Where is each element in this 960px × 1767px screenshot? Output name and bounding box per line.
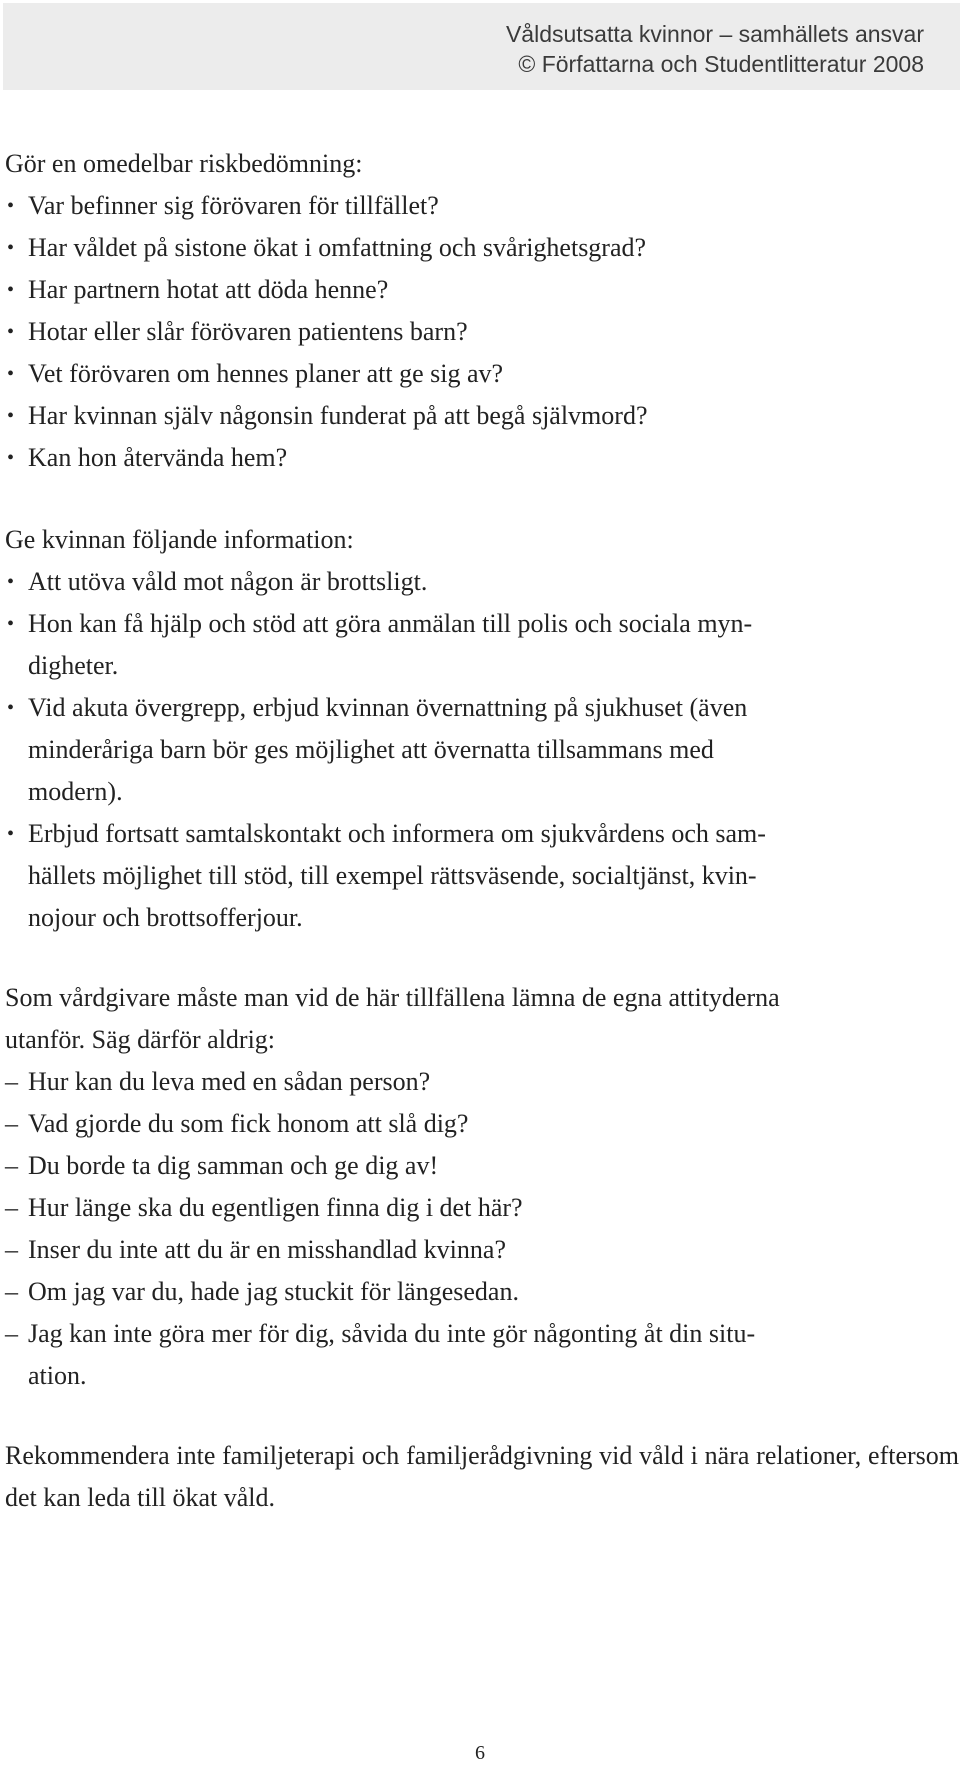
dash-marker: – — [5, 1193, 18, 1222]
bullet-icon: • — [7, 613, 15, 635]
spacer — [5, 479, 959, 519]
bullet-icon: • — [7, 823, 15, 845]
risk-assessment-list — [5, 185, 959, 479]
list-item-line: nojour och brottsofferjour. — [28, 903, 303, 932]
list-item-line: Att utöva våld mot någon är brottsligt. — [28, 567, 428, 596]
list-item — [5, 1061, 959, 1103]
list-item-text: Hotar eller slår förövaren patientens barn? — [28, 317, 468, 346]
list-item-line: Du borde ta dig samman och ge dig av! — [28, 1151, 439, 1180]
list-item — [5, 311, 959, 353]
list-item — [5, 1271, 959, 1313]
never-say-list — [5, 1061, 959, 1397]
spacer — [5, 1397, 959, 1435]
list-item-line: Hon kan få hjälp och stöd att göra anmälan till polis och sociala myn- — [28, 609, 753, 638]
list-item-line: Hur länge ska du egentligen finna dig i det här? — [28, 1193, 523, 1222]
list-item — [5, 269, 959, 311]
dash-marker: – — [5, 1319, 18, 1348]
bullet-icon: • — [7, 279, 15, 301]
list-item — [5, 353, 959, 395]
dash-marker: – — [5, 1109, 18, 1138]
dash-marker: – — [5, 1277, 18, 1306]
list-item — [5, 1229, 959, 1271]
bullet-icon: • — [7, 405, 15, 427]
bullet-icon: • — [7, 447, 15, 469]
page-header — [3, 3, 960, 90]
list-item-line: Om jag var du, hade jag stuckit för längesedan. — [28, 1277, 519, 1306]
list-item — [5, 1187, 959, 1229]
header-title: Våldsutsatta kvinnor – samhällets ansvar — [505, 21, 924, 47]
list-item — [5, 687, 959, 813]
list-item-line: Hur kan du leva med en sådan person? — [28, 1067, 431, 1096]
bullet-icon: • — [7, 321, 15, 343]
list-item-text: Har kvinnan själv någonsin funderat på att begå självmord? — [28, 401, 648, 430]
list-item — [5, 813, 959, 939]
page-number: 6 — [475, 1742, 485, 1764]
information-list — [5, 561, 959, 939]
list-item — [5, 561, 959, 603]
list-item — [5, 395, 959, 437]
bullet-icon: • — [7, 363, 15, 385]
intro-line: utanför. Säg därför aldrig: — [5, 1025, 276, 1054]
list-item — [5, 1103, 959, 1145]
list-item-line: Jag kan inte göra mer för dig, såvida du inte gör någonting åt din situ- — [28, 1319, 756, 1348]
risk-assessment-heading: Gör en omedelbar riskbedömning: — [5, 149, 363, 178]
list-item-text: Har partnern hotat att döda henne? — [28, 275, 389, 304]
list-item — [5, 185, 959, 227]
list-item-line: Erbjud fortsatt samtalskontakt och informera om sjukvårdens och sam- — [28, 819, 766, 848]
list-item-text: Kan hon återvända hem? — [28, 443, 288, 472]
list-item — [5, 227, 959, 269]
list-item-text: Vet förövaren om hennes planer att ge sig av? — [28, 359, 504, 388]
intro-line: Som vårdgivare måste man vid de här tillfällena lämna de egna attityderna — [5, 983, 780, 1012]
caregiver-attitude-intro — [5, 977, 959, 1061]
spacer — [5, 939, 959, 977]
dash-marker: – — [5, 1151, 18, 1180]
list-item-line: Vid akuta övergrepp, erbjud kvinnan övernattning på sjukhuset (även — [28, 693, 748, 722]
bullet-icon: • — [7, 237, 15, 259]
dash-marker: – — [5, 1067, 18, 1096]
bullet-icon: • — [7, 571, 15, 593]
header-copyright: © Författarna och Studentlitteratur 2008 — [518, 51, 924, 77]
list-item-line: Inser du inte att du är en misshandlad kvinna? — [28, 1235, 506, 1264]
list-item — [5, 437, 959, 479]
dash-marker: – — [5, 1235, 18, 1264]
information-heading: Ge kvinnan följande information: — [5, 525, 354, 554]
list-item — [5, 1313, 959, 1397]
list-item-line: modern). — [28, 777, 123, 806]
recommendation-paragraph: Rekommendera inte familjeterapi och familjerådgivning vid våld i nära relationer, eftersom det kan leda till ökat våld. — [5, 1441, 959, 1512]
list-item-line: hällets möjlighet till stöd, till exempel rättsväsende, socialtjänst, kvin- — [28, 861, 757, 890]
list-item-text: Har våldet på sistone ökat i omfattning och svårighetsgrad? — [28, 233, 647, 262]
list-item-text: Var befinner sig förövaren för tillfället? — [28, 191, 439, 220]
list-item-line: digheter. — [28, 651, 119, 680]
bullet-icon: • — [7, 697, 15, 719]
bullet-icon: • — [7, 195, 15, 217]
list-item — [5, 1145, 959, 1187]
list-item — [5, 603, 959, 687]
list-item-line: Vad gjorde du som fick honom att slå dig? — [28, 1109, 469, 1138]
list-item-line: minderåriga barn bör ges möjlighet att övernatta tillsammans med — [28, 735, 714, 764]
list-item-line: ation. — [28, 1361, 87, 1390]
document-body — [5, 143, 959, 1519]
